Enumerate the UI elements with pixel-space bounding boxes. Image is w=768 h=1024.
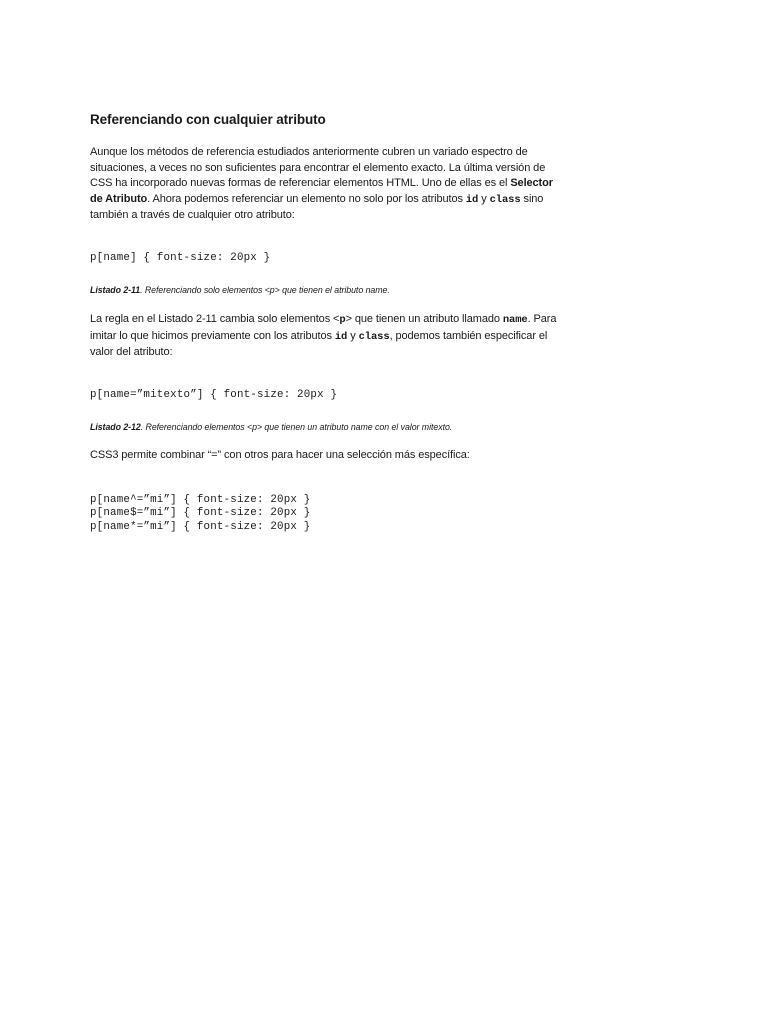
explanation-paragraph (90, 312, 560, 361)
caption-text-2-11: . Referenciando solo elementos <p> que tienen el atributo name. (140, 285, 390, 295)
explanation-text-1: La regla en el Listado 2-11 cambia solo elementos < (90, 313, 340, 325)
code-listing-2-12: p[name=”mitexto”] { font-size: 20px } (90, 388, 338, 401)
intro-code-id: id (465, 193, 479, 206)
section-heading: Referenciando con cualquier atributo (90, 112, 326, 127)
intro-text-2: . Ahora podemos referenciar un elemento no solo por los atributos (147, 192, 466, 205)
explanation-code-name: name (502, 314, 528, 326)
document-page (90, 112, 560, 534)
intro-paragraph (90, 145, 560, 224)
intro-code-class: class (489, 193, 521, 206)
intro-text-1: Aunque los métodos de referencia estudiados anteriormente cubren un variado espectro de situaciones, a veces no son suficientes para encontrar el elemento exacto. La última versión de CSS ha incorporado nuevas formas de referenciar elementos HTML. Uno de ellas es el (90, 146, 546, 189)
explanation-code-class: class (358, 330, 390, 343)
caption-text-2-12: . Referenciando elementos <p> que tienen un atributo name con el valor mitexto. (140, 422, 453, 432)
code-listing-combined (90, 494, 560, 535)
intro-connector: y (478, 192, 490, 205)
css3-note-paragraph: CSS3 permite combinar “=” con otros para hacer una selección más específica: (90, 449, 470, 461)
intro-bold-term: Selector de Atributo (90, 177, 553, 205)
explanation-text-5: , podemos también especificar el valor del atributo: (90, 329, 548, 358)
caption-label-2-12: Listado 2-12 (90, 422, 141, 432)
code-line-ends-with: p[name$=”mi”] { font-size: 20px } (90, 507, 311, 519)
code-listing-2-11: p[name] { font-size: 20px } (90, 251, 271, 264)
explanation-text-2: > que tienen un atributo llamado (345, 313, 503, 325)
caption-listing-2-12 (90, 422, 560, 432)
caption-label-2-11: Listado 2-11 (90, 285, 141, 295)
caption-listing-2-11 (90, 285, 560, 295)
explanation-text-4: y (347, 329, 359, 342)
code-line-contains: p[name*=”mi”] { font-size: 20px } (90, 520, 311, 533)
explanation-code-p: p (339, 314, 346, 326)
intro-text-end: sino también a través de cualquier otro atributo: (90, 192, 544, 221)
explanation-code-id: id (334, 330, 348, 343)
code-line-starts-with: p[name^=”mi”] { font-size: 20px } (90, 493, 311, 506)
explanation-text-3: . Para imitar lo que hicimos previamente con los atributos (90, 313, 557, 342)
